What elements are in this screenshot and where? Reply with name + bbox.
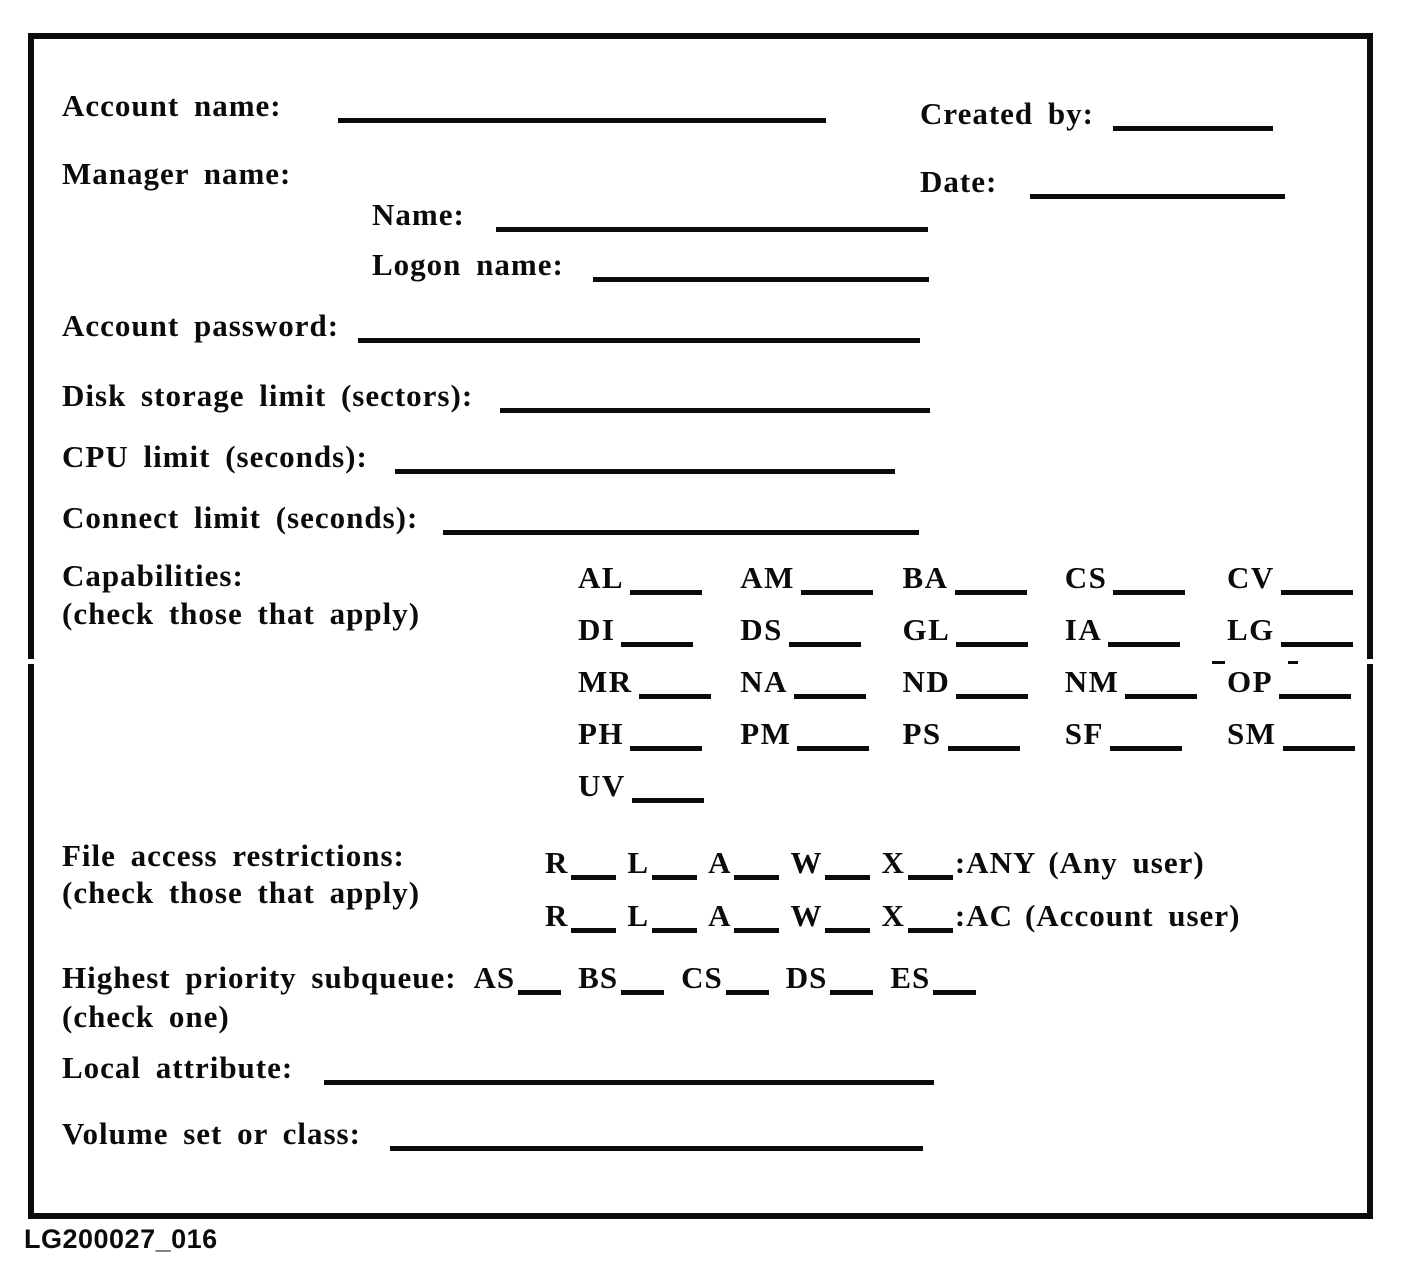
capability-item: [578, 768, 731, 804]
date-field: [1030, 168, 1285, 199]
capability-code: UV: [578, 768, 626, 803]
file-access-check-blank: [571, 849, 616, 880]
capability-check-blank: [1283, 720, 1355, 751]
file-access-letter: R: [545, 898, 569, 933]
connect-limit-row: [62, 500, 919, 536]
capability-code: AM: [740, 560, 795, 595]
manager-sub-name-label: Name:: [372, 197, 465, 232]
capability-code: LG: [1227, 612, 1275, 647]
scan-seam-left: [27, 659, 36, 664]
capability-item: [1227, 664, 1380, 700]
capability-check-blank: [630, 564, 702, 595]
capability-item: [578, 560, 731, 596]
account-password-label: Account password:: [62, 308, 340, 343]
manager-name-sub-row: [372, 197, 928, 233]
subqueue-note: (check one): [62, 999, 230, 1034]
capability-item: [1065, 664, 1218, 700]
capability-check-blank: [1281, 564, 1353, 595]
capabilities-note: (check those that apply): [62, 596, 421, 631]
subqueue-label: Highest priority subqueue:: [62, 960, 457, 995]
capability-check-blank: [797, 720, 869, 751]
capability-check-blank: [1113, 564, 1185, 595]
manager-sub-name-field: [496, 201, 928, 232]
file-access-suffix: :ANY: [954, 845, 1037, 880]
figure-id: LG200027_016: [24, 1224, 218, 1254]
capability-item: [740, 560, 893, 596]
logon-name-field: [593, 251, 929, 282]
date-label: Date:: [920, 164, 998, 199]
cpu-limit-label: CPU limit (seconds):: [62, 439, 368, 474]
capability-item: [740, 664, 893, 700]
cpu-limit-row: [62, 439, 895, 475]
capability-code: MR: [578, 664, 633, 699]
capability-code: SF: [1064, 716, 1104, 751]
capability-check-blank: [1279, 668, 1351, 699]
capability-code: PM: [740, 716, 792, 751]
disk-storage-field: [500, 382, 930, 413]
file-access-letter: L: [627, 898, 650, 933]
capability-check-blank: [801, 564, 873, 595]
capabilities-row: [578, 560, 1380, 612]
file-access-check-blank: [825, 902, 870, 933]
capability-code: DI: [578, 612, 616, 647]
capability-item: [1227, 716, 1380, 752]
capability-check-blank: [639, 668, 711, 699]
volume-set-row: [62, 1116, 923, 1152]
file-access-check-blank: [652, 902, 697, 933]
capability-item: [1227, 560, 1380, 596]
file-access-check-blank: [734, 902, 779, 933]
capabilities-row: [578, 664, 1380, 716]
account-name-row: [62, 88, 826, 124]
capability-check-blank: [956, 668, 1028, 699]
file-access-letter: R: [545, 845, 569, 880]
capability-code: SM: [1227, 716, 1277, 751]
file-access-check-blank: [908, 902, 953, 933]
date-row: [920, 164, 1285, 200]
capability-item: [903, 612, 1056, 648]
capability-check-blank: [794, 668, 866, 699]
file-access-check-blank: [825, 849, 870, 880]
capability-code: ND: [902, 664, 951, 699]
capability-code: NM: [1064, 664, 1120, 699]
capability-check-blank: [955, 564, 1027, 595]
logon-name-label: Logon name:: [372, 247, 564, 282]
file-access-letter: X: [881, 845, 905, 880]
local-attribute-row: [62, 1050, 934, 1086]
capability-item: [1065, 612, 1218, 648]
scan-speck: [1288, 661, 1298, 664]
created-by-field: [1113, 100, 1273, 131]
capability-code: DS: [740, 612, 783, 647]
capability-check-blank: [789, 616, 861, 647]
created-by-label: Created by:: [920, 96, 1094, 131]
file-access-letter: W: [790, 845, 823, 880]
capability-code: CV: [1227, 560, 1275, 595]
capability-check-blank: [632, 772, 704, 803]
file-access-row-any: [545, 845, 1205, 881]
capability-code: AL: [578, 560, 625, 595]
local-attribute-label: Local attribute:: [62, 1050, 294, 1085]
capabilities-row: [578, 716, 1380, 768]
file-access-qualifier: (Any user): [1048, 845, 1205, 880]
connect-limit-field: [443, 504, 919, 535]
scan-seam-right: [1366, 659, 1375, 664]
cpu-limit-field: [395, 443, 895, 474]
capability-check-blank: [630, 720, 702, 751]
capabilities-label: Capabilities:: [62, 558, 244, 593]
capability-check-blank: [1281, 616, 1353, 647]
file-access-label: File access restrictions:: [62, 838, 405, 873]
account-password-field: [358, 312, 920, 343]
file-access-letter: L: [627, 845, 650, 880]
capability-item: [740, 716, 893, 752]
volume-set-label: Volume set or class:: [62, 1116, 361, 1151]
subqueue-option-code: DS: [785, 960, 828, 995]
account-password-row: [62, 308, 920, 344]
capabilities-grid: [578, 560, 1380, 820]
capability-code: OP: [1227, 664, 1274, 699]
account-name-label: Account name:: [62, 88, 282, 123]
capability-item: [903, 560, 1056, 596]
file-access-check-blank: [734, 849, 779, 880]
capability-item: [740, 612, 893, 648]
file-access-letter: X: [881, 898, 905, 933]
capability-code: PH: [578, 716, 625, 751]
disk-storage-label: Disk storage limit (sectors):: [62, 378, 474, 413]
subqueue-check-blank: [726, 964, 769, 995]
capabilities-row: [578, 768, 1380, 820]
subqueue-check-blank: [621, 964, 664, 995]
scan-speck: [1212, 661, 1225, 664]
subqueue-check-blank: [518, 964, 561, 995]
manager-name-label: Manager name:: [62, 156, 292, 191]
capability-item: [1065, 716, 1218, 752]
file-access-letter: W: [790, 898, 823, 933]
capability-code: BA: [902, 560, 949, 595]
capability-item: [1065, 560, 1218, 596]
capability-item: [578, 612, 731, 648]
file-access-row-account: [545, 898, 1240, 934]
capability-code: CS: [1064, 560, 1108, 595]
capability-check-blank: [1125, 668, 1197, 699]
local-attribute-field: [324, 1054, 934, 1085]
capability-check-blank: [956, 616, 1028, 647]
created-by-row: [920, 96, 1273, 132]
subqueue-row: [62, 960, 976, 996]
capability-check-blank: [948, 720, 1020, 751]
file-access-letter: A: [708, 898, 732, 933]
file-access-check-blank: [652, 849, 697, 880]
capability-code: PS: [902, 716, 942, 751]
file-access-check-blank: [571, 902, 616, 933]
connect-limit-label: Connect limit (seconds):: [62, 500, 419, 535]
capability-code: IA: [1064, 612, 1103, 647]
volume-set-field: [390, 1120, 923, 1151]
capability-item: [578, 664, 731, 700]
capability-check-blank: [1108, 616, 1180, 647]
capability-check-blank: [1110, 720, 1182, 751]
subqueue-check-blank: [830, 964, 873, 995]
capability-item: [1227, 612, 1380, 648]
capability-item: [903, 716, 1056, 752]
logon-name-row: [372, 247, 929, 283]
subqueue-option-code: AS: [473, 960, 516, 995]
capability-item: [578, 716, 731, 752]
file-access-check-blank: [908, 849, 953, 880]
file-access-suffix: :AC: [954, 898, 1013, 933]
manager-name-row: [62, 156, 291, 192]
capability-code: NA: [740, 664, 789, 699]
capability-item: [903, 664, 1056, 700]
subqueue-option-code: BS: [578, 960, 619, 995]
capabilities-row: [578, 612, 1380, 664]
account-name-field: [338, 92, 826, 123]
subqueue-check-blank: [933, 964, 976, 995]
capability-code: GL: [902, 612, 951, 647]
subqueue-option-code: ES: [890, 960, 931, 995]
file-access-qualifier: (Account user): [1024, 898, 1241, 933]
disk-storage-row: [62, 378, 930, 414]
file-access-note: (check those that apply): [62, 875, 421, 910]
file-access-letter: A: [708, 845, 732, 880]
capability-check-blank: [621, 616, 693, 647]
subqueue-option-code: CS: [681, 960, 723, 995]
